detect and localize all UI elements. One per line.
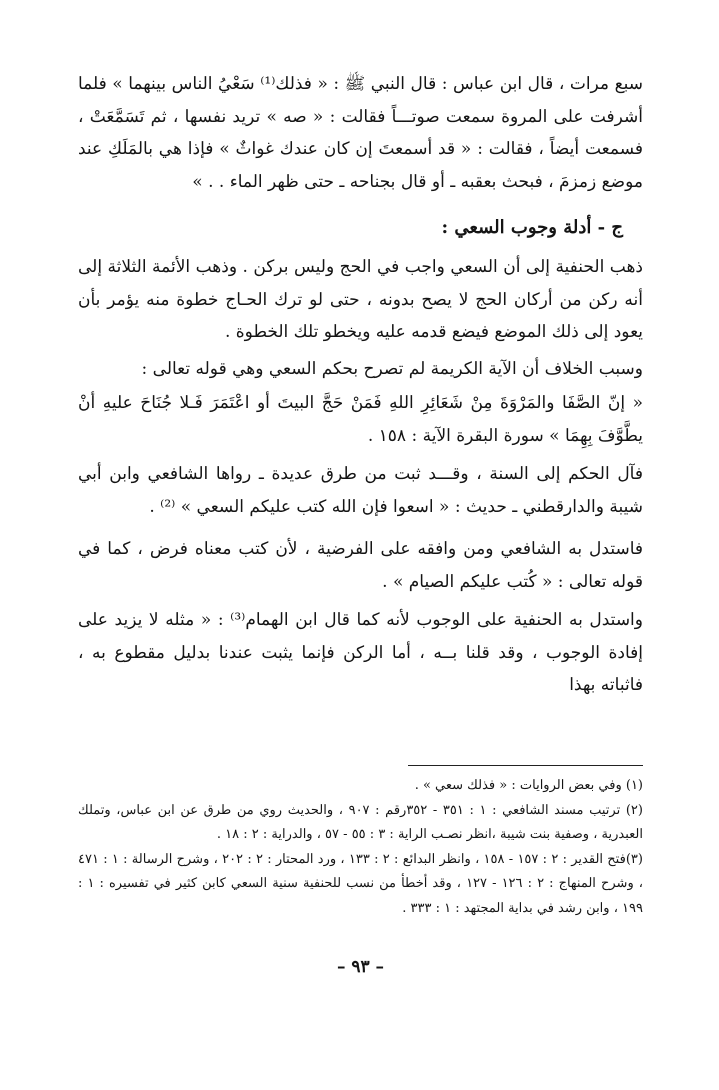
paragraph-reason-of-dispute: وسبب الخلاف أن الآية الكريمة لم تصرح بحكم السعي وهي قوله تعالى : xyxy=(141,358,643,379)
paragraph-hadith-hajar: سبع مرات ، قال ابن عباس : قال النبي ﷺ : « فذلك⁽¹⁾ سَعْيُ الناس بينهما » فلما أشرفت على المروة سمعت صوتـــاً فقالت : « صه » تريد نفسها ، ثم تَسَمَّعَتْ ، فسمعت أيضاً ، فقالت : « قد أسمعتَ إن كان عندك غواثٌ » فإذا هي بالمَلَكِ عند موضع زمزمَ ، فبحث بعقبه ـ أو قال بجناحه ـ حتى ظهر الماء . . » xyxy=(78,74,643,192)
document-page xyxy=(78,68,643,1068)
footnote-1: (١) وفي بعض الروايات : « فذلك سعي » . xyxy=(414,778,643,793)
footnote-2: (٢) ترتيب مسند الشافعي : ١ : ٣٥١ - ٣٥٢رقم : ٩٠٧ ، والحديث روي من طرق عن ابن عباس، وتملك العبدرية ، وصفية بنت شيبة ،انظر نصـب الراية : ٣ : ٥٥ - ٥٧ ، والدراية : ٢ : ١٨ . xyxy=(78,802,643,842)
quran-verse: « إنّ الصَّفَا والمَرْوَةَ مِنْ شَعَائِرِ اللهِ فَمَنْ حَجَّ البيتَ أو اعْتَمَرَ فَـلا جُنَاحَ عليهِ أنْ يطَّوَّفَ بِهِمَا » سورة البقرة الآية : ١٥٨ . xyxy=(78,393,643,446)
paragraph-madhhab-opinions: ذهب الحنفية إلى أن السعي واجب في الحج وليس بركن . وذهب الأئمة الثلاثة إلى أنه ركن من أركان الحج لا يصح بدونه ، حتى لو ترك الحـاج خطوة منه يؤمر بأن يعود إلى ذلك الموضع فيضع قدمه عليه ويخطو تلك الخطوة . xyxy=(78,257,643,342)
paragraph-shafii-inference: فاستدل به الشافعي ومن وافقه على الفرضية ، لأن كتب معناه فرض ، كما في قوله تعالى : « كُتب عليكم الصيام » . xyxy=(78,539,643,592)
footnote-3: (٣)فتح القدير : ٢ : ١٥٧ - ١٥٨ ، وانظر البدائع : ٢ : ١٣٣ ، ورد المحتار : ٢ : ٢٠٢ ، وشرح الرسالة : ١ : ٤٧١ ، وشرح المنهاج : ٢ : ١٢٦ - ١٢٧ ، وقد أخطأ من نسب للحنفية سنية السعي كابن كثير في تفسيره : ١ : ١٩٩ ، وابن رشد في بداية المجتهد : ١ : ٣٣٣ . xyxy=(78,851,643,916)
page-number: – ٩٣ – xyxy=(336,957,385,977)
footnotes xyxy=(78,774,643,921)
paragraph-hanafi-inference: واستدل به الحنفية على الوجوب لأنه كما قال ابن الهمام⁽³⁾ : « مثله لا يزيد على إفادة الوجوب ، وقد قلنا بــه ، أما الركن فإنما يثبت عندنا بدليل مقطوع به ، فاثباته بهذا xyxy=(78,610,643,695)
paragraph-sunnah-evidence: فآل الحكم إلى السنة ، وقـــد ثبت من طرق عديدة ـ رواها الشافعي وابن أبي شيبة والدارقطني ـ حديث : « اسعوا فإن الله كتب عليكم السعي » ⁽²⁾ . xyxy=(78,464,643,517)
footnote-divider xyxy=(408,765,643,766)
section-heading: ج - أدلة وجوب السعي : xyxy=(441,217,623,238)
